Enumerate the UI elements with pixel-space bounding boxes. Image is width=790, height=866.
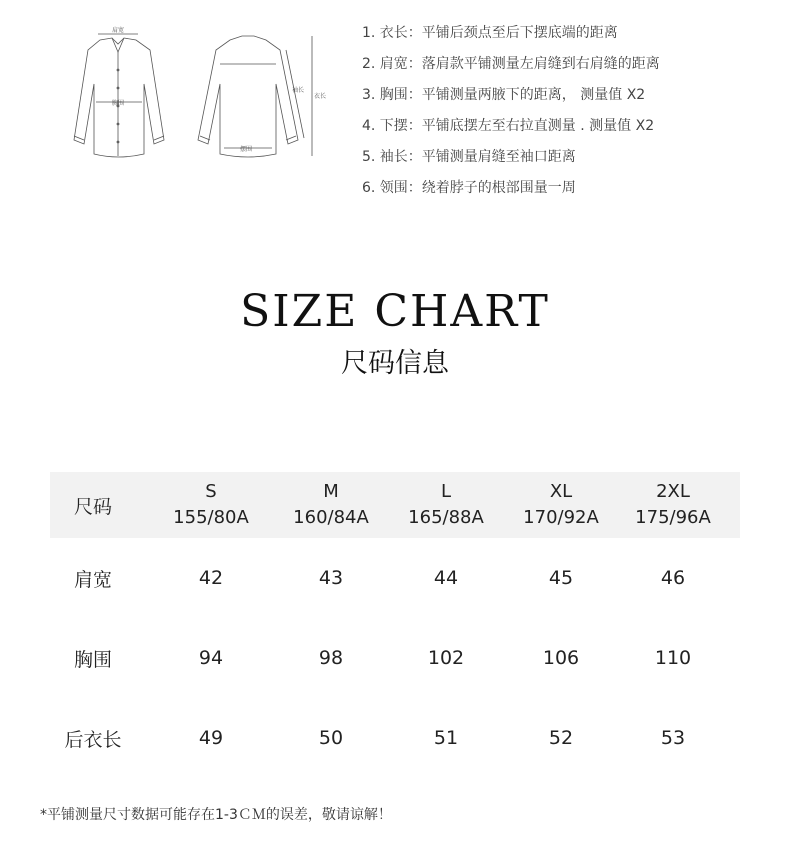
size-spec: 175/96A (635, 507, 711, 528)
table-cell: 42 (198, 567, 224, 589)
size-chart-title: SIZE CHART (240, 286, 550, 337)
size-chart-subtitle: 尺码信息 (341, 348, 449, 379)
table-row-shoulder (50, 538, 740, 618)
back-shirt-drawing (198, 36, 312, 157)
header-corner-label: 尺码 (73, 495, 112, 518)
table-cell: 52 (548, 727, 574, 749)
diagram-label-shoulder: 肩宽 (112, 27, 125, 34)
table-cell: 94 (198, 647, 224, 669)
table-cell: 43 (318, 567, 344, 589)
table-cell: 50 (318, 727, 344, 749)
size-spec: 170/92A (523, 507, 599, 528)
diagram-label-chest: 胸围 (112, 100, 125, 107)
size-spec: 155/80A (173, 507, 249, 528)
size-table (50, 472, 740, 778)
row-label: 后衣长 (64, 728, 122, 751)
size-code: 2XL (656, 481, 690, 502)
header-size-m (286, 472, 376, 538)
instruction-item: 2. 肩宽：落肩款平铺测量左肩缝到右肩缝的距离 (362, 56, 660, 72)
header-size-2xl (606, 472, 740, 538)
header-size-l (376, 472, 516, 538)
table-cell: 45 (548, 567, 574, 589)
table-cell: 46 (660, 567, 686, 589)
size-code: S (205, 481, 217, 502)
diagram-label-sleeve: 袖长 (292, 87, 305, 94)
garment-measurement-diagram (40, 22, 340, 172)
measurement-error-note: *平铺测量尺寸数据可能存在1-3ＣＭ的误差，敬请谅解！ (40, 807, 392, 823)
instruction-item: 5. 袖长：平铺测量肩缝至袖口距离 (362, 149, 576, 165)
table-cell: 102 (427, 647, 465, 669)
diagram-label-length: 衣长 (314, 93, 327, 100)
row-label: 胸围 (73, 648, 112, 671)
table-row-back-length (50, 698, 740, 778)
table-cell: 98 (318, 647, 344, 669)
size-code: M (323, 481, 339, 502)
table-cell: 51 (433, 727, 459, 749)
instruction-item: 6. 领围：绕着脖子的根部围量一周 (362, 180, 576, 196)
table-cell: 44 (433, 567, 459, 589)
size-code: XL (549, 481, 573, 502)
table-cell: 106 (542, 647, 580, 669)
row-label: 肩宽 (73, 568, 112, 591)
front-shirt-drawing (74, 34, 164, 157)
table-cell: 53 (660, 727, 686, 749)
table-header-row (50, 472, 740, 538)
size-spec: 160/84A (293, 507, 369, 528)
table-cell: 110 (654, 647, 692, 669)
diagram-label-hem: 摆围 (240, 146, 253, 153)
header-size-xl (516, 472, 606, 538)
measurement-instructions (362, 18, 660, 204)
instruction-item: 1. 衣长：平铺后颈点至后下摆底端的距离 (362, 25, 618, 41)
table-cell: 49 (198, 727, 224, 749)
instruction-item: 4. 下摆：平铺底摆左至右拉直测量 . 测量值 X2 (362, 118, 655, 134)
table-row-chest (50, 618, 740, 698)
instruction-item: 3. 胸围：平铺测量两腋下的距离， 测量值 X2 (362, 87, 646, 103)
header-size-s (136, 472, 286, 538)
size-spec: 165/88A (408, 507, 484, 528)
size-code: L (440, 481, 452, 502)
